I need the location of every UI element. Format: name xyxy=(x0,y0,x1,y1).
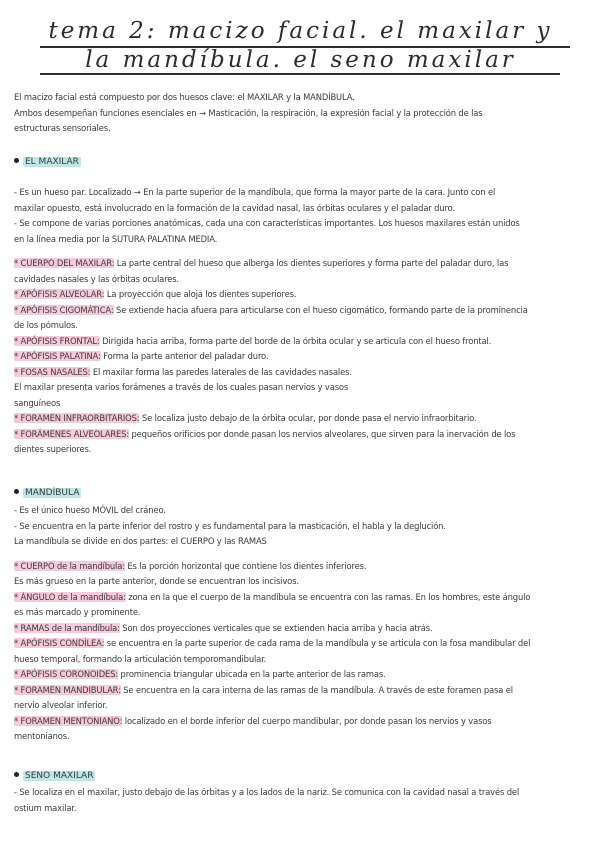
section-heading-label: EL MAXILAR xyxy=(25,157,79,167)
intro-line: El macizo facial está compuesto por dos huesos clave: el MAXILAR y la MANDÍBULA. xyxy=(14,92,355,102)
mandibula-line: es más marcado y prominente. xyxy=(14,607,141,617)
section-heading-seno xyxy=(14,770,95,782)
section-heading-label: MANDÍBULA xyxy=(25,488,80,498)
maxilar-line: dientes superiores. xyxy=(14,444,92,454)
mandibula-line: mentonianos. xyxy=(14,731,70,741)
mandibula-line: * ÁNGULO de la mandíbula: zona en la que el cuerpo de la mandíbula se encuentra con las ramas. En los hombres, este ángulo xyxy=(14,591,531,602)
maxilar-line: de los pómulos. xyxy=(14,320,78,330)
mandibula-line: * CUERPO de la mandíbula: Es la porción horizontal que contiene los dientes inferiores. xyxy=(14,560,367,571)
page-title-line-2: la mandíbula. el seno maxilar xyxy=(85,47,516,73)
title-underline-2 xyxy=(40,73,560,75)
maxilar-line: sanguíneos xyxy=(14,397,61,408)
mandibula-line: * RAMAS de la mandíbula: Son dos proyecciones verticales que se extienden hacia arriba y hacia atrás. xyxy=(14,622,433,633)
maxilar-line: - Se compone de varias porciones anatómicas, cada una con características importantes. Los huesos maxilares están unidos xyxy=(14,218,520,228)
mandibula-line: La mandíbula se divide en dos partes: el CUERPO y las RAMAS xyxy=(14,536,267,546)
maxilar-line: cavidades nasales y las órbitas oculares. xyxy=(14,273,179,284)
mandibula-line: * FORAMEN MANDIBULAR: Se encuentra en la cara interna de las ramas de la mandíbula. A través de este foramen pasa el xyxy=(14,684,513,695)
mandibula-line: - Es el único hueso MÓVIL del cráneo. xyxy=(14,505,166,515)
maxilar-line: * FORÁMENES ALVEOLARES: pequeños orificios por donde pasan los nervios alveolares, que sirven para la inervación de los xyxy=(14,428,516,439)
maxilar-line: maxilar opuesto, está involucrado en la formación de la cavidad nasal, las órbitas oculares y el paladar duro. xyxy=(14,202,455,213)
maxilar-line: * APÓFISIS ALVEOLAR: La proyección que aloja los dientes superiores. xyxy=(14,289,297,299)
maxilar-line: - Es un hueso par. Localizado → En la parte superior de la mandíbula, que forma la mayor parte de la cara. Junto con el xyxy=(14,187,496,197)
mandibula-line: * APÓFISIS CORONOIDES: prominencia triangular ubicada en la parte anterior de las ramas. xyxy=(14,669,386,679)
bullet-icon xyxy=(14,158,19,163)
maxilar-line: * FORAMEN INFRAORBITARIOS: Se localiza justo debajo de la órbita ocular, por donde pasa el nervio infraorbitario. xyxy=(14,413,477,423)
mandibula-line: * FORAMEN MENTONIANO: localizado en el borde inferior del cuerpo mandibular, por donde pasan los nervios y vasos xyxy=(14,715,492,726)
maxilar-line: El maxilar presenta varios forámenes a través de los cuales pasan nervios y vasos xyxy=(14,382,349,392)
intro-line: estructuras sensoriales. xyxy=(14,123,111,133)
seno-line: - Se localiza en el maxilar, justo debajo de las órbitas y a los lados de la nariz. Se comunica con la cavidad nasal a través del xyxy=(14,787,520,797)
mandibula-line: Es más grueso en la parte anterior, donde se encuentran los incisivos. xyxy=(14,576,299,586)
maxilar-line: * APÓFISIS PALATINA: Forma la parte anterior del paladar duro. xyxy=(14,351,269,361)
maxilar-line: en la línea media por la SUTURA PALATINA MEDIA. xyxy=(14,233,218,244)
section-heading-maxilar xyxy=(14,156,81,168)
page-title-line-1: tema 2: macizo facial. el maxilar y xyxy=(48,18,553,44)
maxilar-line: * CUERPO DEL MAXILAR: La parte central del hueso que alberga los dientes superiores y forma parte del paladar duro, las xyxy=(14,258,509,268)
maxilar-line: * FOSAS NASALES: El maxilar forma las paredes laterales de las cavidades nasales. xyxy=(14,366,352,377)
section-heading-mandibula xyxy=(14,487,81,499)
intro-line: Ambos desempeñan funciones esenciales en → Masticación, la respiración, la expresión facial y la protección de las xyxy=(14,107,483,118)
maxilar-line: * APÓFISIS FRONTAL: Dirigida hacia arriba, forma parte del borde de la órbita ocular y se articula con el hueso frontal. xyxy=(14,335,492,346)
mandibula-line: * APÓFISIS CONDÍLEA: se encuentra en la parte superior de cada rama de la mandíbula y se articula con la fosa mandibular del xyxy=(14,638,531,648)
bullet-icon xyxy=(14,772,19,777)
seno-line: ostium maxilar. xyxy=(14,802,77,813)
mandibula-line: nervio alveolar inferior. xyxy=(14,700,108,710)
mandibula-line: hueso temporal, formando la articulación temporomandibular. xyxy=(14,653,267,664)
mandibula-line: - Se encuentra en la parte inferior del rostro y es fundamental para la masticación, el habla y la deglución. xyxy=(14,520,446,531)
bullet-icon xyxy=(14,489,19,494)
section-heading-label: SENO MAXILAR xyxy=(25,771,94,781)
maxilar-line: * APÓFISIS CIGOMÁTICA: Se extiende hacia afuera para articularse con el hueso cigomático, formando parte de la prominencia xyxy=(14,304,528,315)
